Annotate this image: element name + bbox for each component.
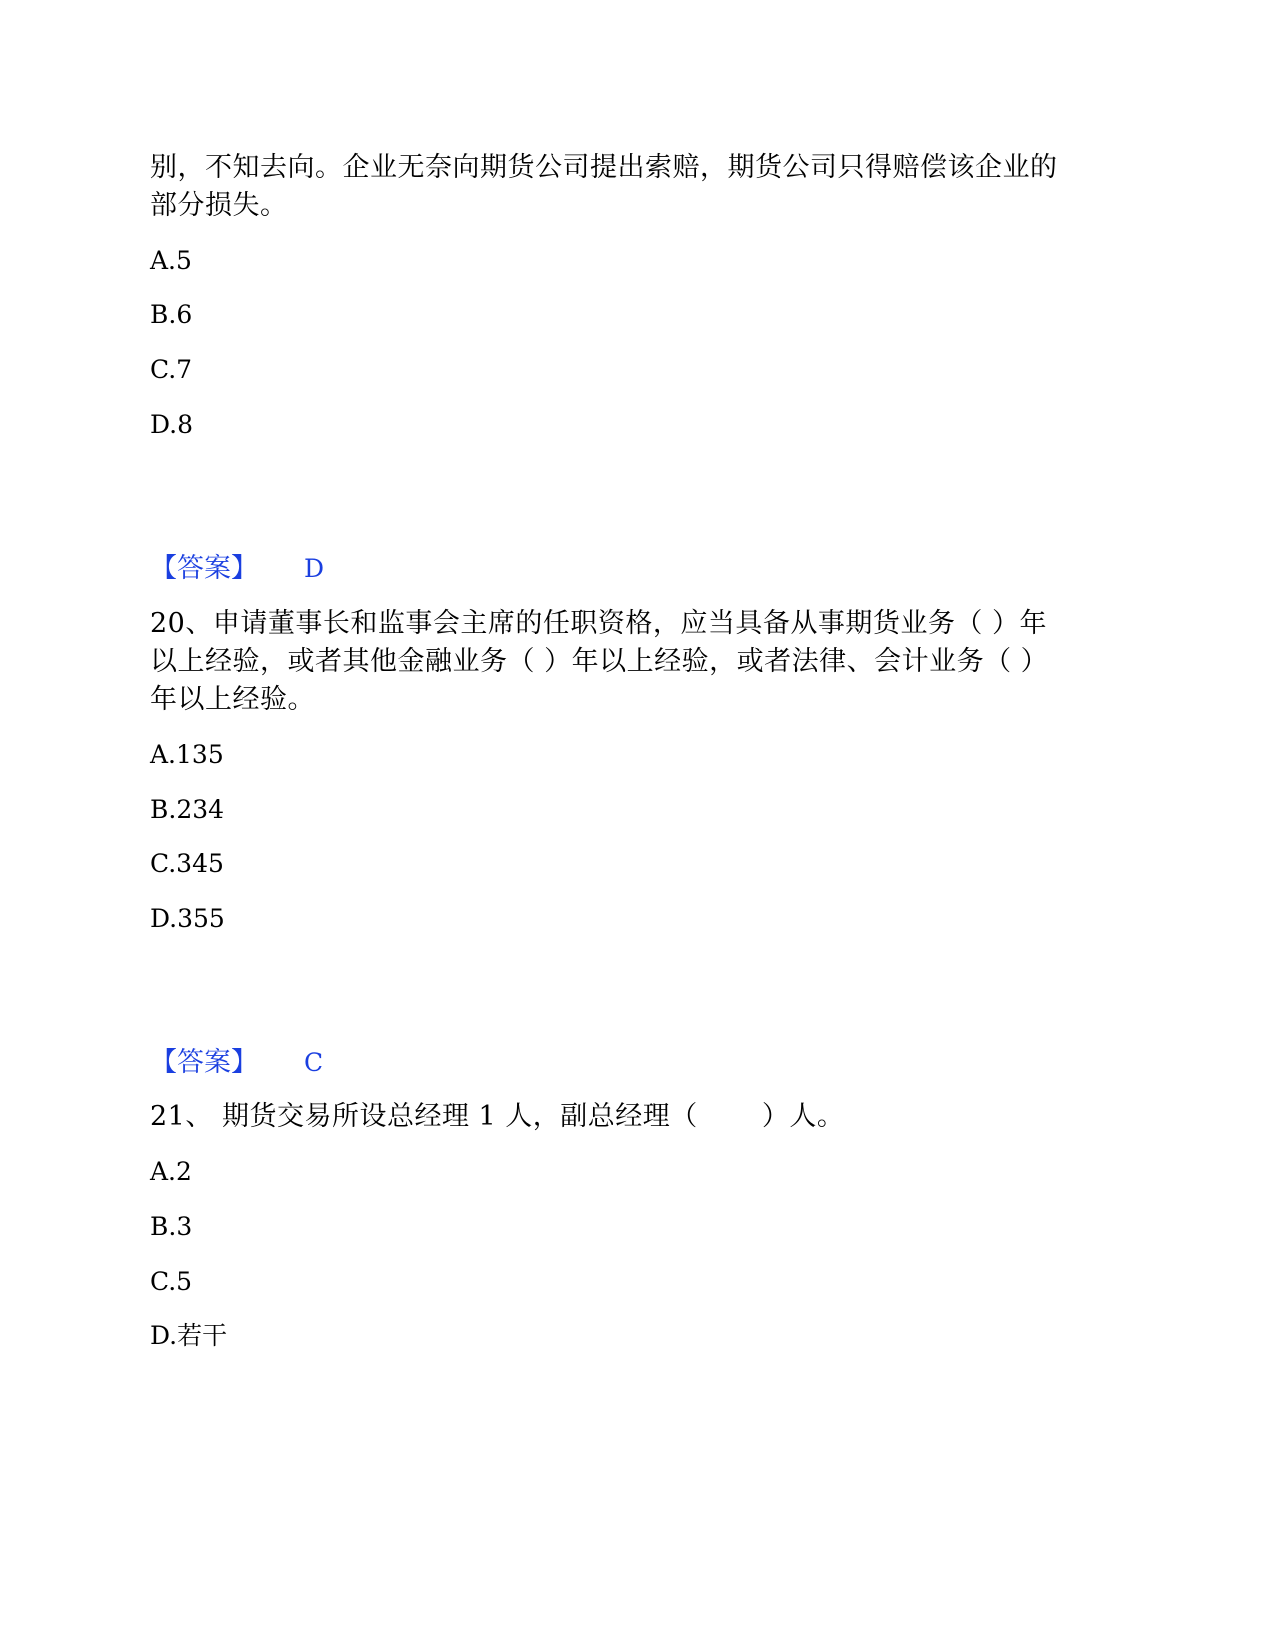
answer-label: 【答案】	[150, 553, 258, 584]
question-19-option-b: B.6	[150, 300, 193, 329]
question-21-text-line-1: 21、 期货交易所设总经理 1 人，副总经理（ ）人。	[150, 1101, 845, 1132]
question-20-text-line-2: 以上经验，或者其他金融业务（ ）年以上经验，或者法律、会计业务（ ）	[150, 646, 1049, 677]
answer-label: 【答案】	[150, 1047, 258, 1078]
question-21-option-a: A.2	[150, 1157, 192, 1186]
question-21-option-c: C.5	[150, 1267, 193, 1296]
question-20-text-line-3: 年以上经验。	[150, 684, 315, 715]
question-21-option-d: D.若干	[150, 1321, 228, 1350]
question-19-option-d: D.8	[150, 410, 194, 439]
question-20-option-d: D.355	[150, 904, 225, 933]
answer-20	[150, 1043, 323, 1083]
question-20-option-a: A.135	[150, 740, 224, 769]
question-20-option-b: B.234	[150, 795, 225, 824]
question-21-option-b: B.3	[150, 1212, 193, 1241]
question-19-option-a: A.5	[150, 246, 192, 275]
question-20-text-line-1: 20、申请董事长和监事会主席的任职资格，应当具备从事期货业务（ ）年	[150, 608, 1047, 639]
answer-value: D	[304, 554, 325, 583]
answer-19	[150, 549, 324, 589]
question-20-option-c: C.345	[150, 849, 224, 878]
question-19-text-line-2: 部分损失。	[150, 190, 288, 221]
question-19-text-line-1: 别，不知去向。企业无奈向期货公司提出索赔，期货公司只得赔偿该企业的	[150, 152, 1058, 183]
question-19-option-c: C.7	[150, 355, 193, 384]
answer-value: C	[304, 1048, 324, 1077]
